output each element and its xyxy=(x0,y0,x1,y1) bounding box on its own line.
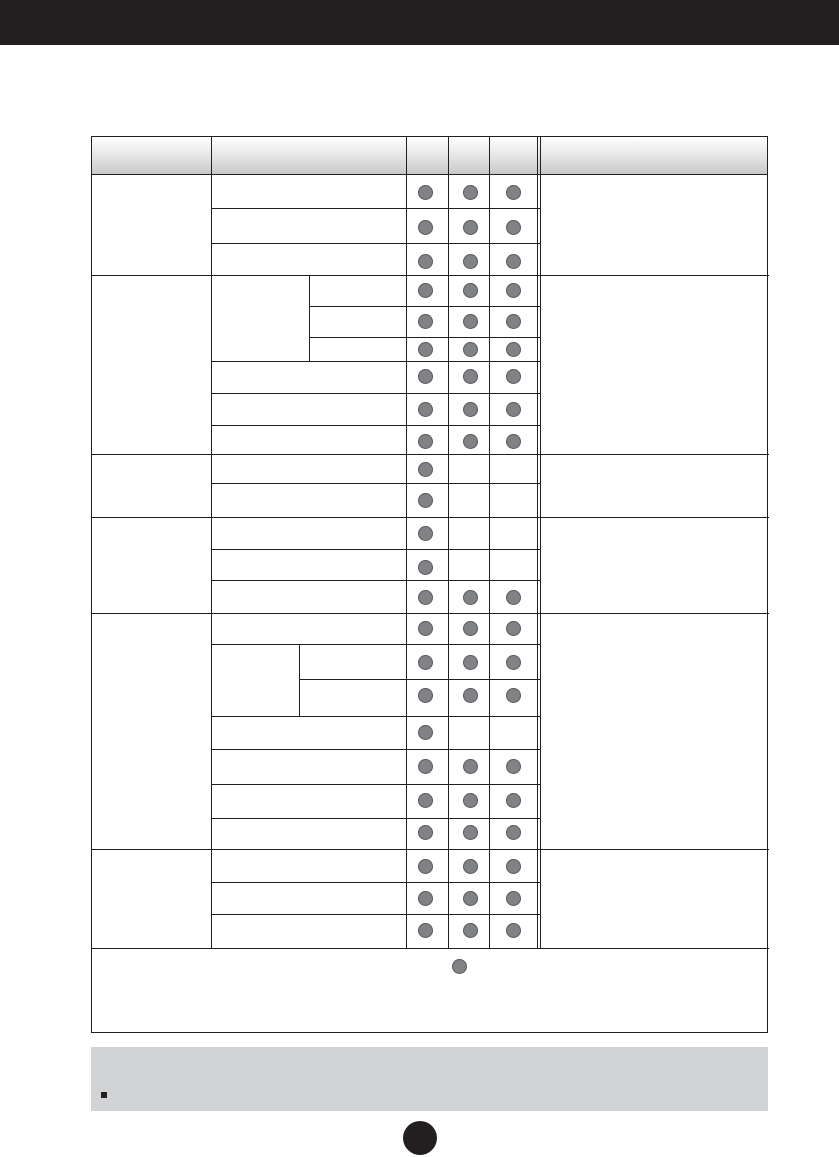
row-separator xyxy=(309,337,540,338)
row-separator xyxy=(211,483,540,484)
availability-dot xyxy=(418,220,433,235)
availability-dot xyxy=(463,825,478,840)
row-separator xyxy=(211,580,540,581)
availability-dot xyxy=(418,725,433,740)
availability-dot xyxy=(463,655,478,670)
availability-dot xyxy=(506,923,521,938)
availability-dot xyxy=(506,254,521,269)
row-separator xyxy=(211,208,540,209)
availability-dot xyxy=(463,283,478,298)
row-separator xyxy=(211,784,540,785)
availability-dot xyxy=(418,342,433,357)
col-divider-3 xyxy=(448,137,449,948)
availability-dot xyxy=(418,462,433,477)
availability-dot xyxy=(506,220,521,235)
group-separator-1 xyxy=(92,275,769,276)
availability-dot xyxy=(418,891,433,906)
availability-dot xyxy=(418,283,433,298)
availability-dot xyxy=(418,493,433,508)
availability-dot xyxy=(506,825,521,840)
row-separator xyxy=(211,549,540,550)
availability-dot xyxy=(418,759,433,774)
group-separator-4 xyxy=(92,613,769,614)
page-number-circle xyxy=(403,1121,437,1155)
availability-dot xyxy=(418,185,433,200)
availability-dot xyxy=(506,369,521,384)
menu-table xyxy=(91,136,768,1033)
table-header-row xyxy=(92,137,767,175)
availability-dot xyxy=(506,859,521,874)
row-separator xyxy=(211,716,540,717)
availability-dot xyxy=(506,283,521,298)
availability-dot xyxy=(418,688,433,703)
availability-dot xyxy=(418,825,433,840)
table-footer-separator xyxy=(92,948,769,949)
availability-dot xyxy=(506,402,521,417)
availability-dot xyxy=(418,560,433,575)
row-separator xyxy=(211,243,540,244)
row-separator xyxy=(211,644,540,645)
availability-dot xyxy=(463,891,478,906)
availability-dot xyxy=(506,621,521,636)
row-separator xyxy=(211,818,540,819)
availability-dot xyxy=(418,434,433,449)
availability-dot xyxy=(418,254,433,269)
availability-dot xyxy=(418,923,433,938)
legend-dot xyxy=(452,959,467,974)
col-divider-4 xyxy=(489,137,490,948)
availability-dot xyxy=(463,759,478,774)
row-separator xyxy=(299,679,540,680)
group-separator-2 xyxy=(92,454,769,455)
availability-dot xyxy=(463,369,478,384)
group-separator-5 xyxy=(92,849,769,850)
row-separator xyxy=(211,882,540,883)
row-separator xyxy=(211,425,540,426)
availability-dot xyxy=(506,688,521,703)
availability-dot xyxy=(506,759,521,774)
availability-dot xyxy=(506,185,521,200)
availability-dot xyxy=(463,859,478,874)
availability-dot xyxy=(418,793,433,808)
availability-dot xyxy=(506,590,521,605)
availability-dot xyxy=(463,185,478,200)
row-separator xyxy=(211,914,540,915)
note-bullet xyxy=(101,1092,107,1098)
availability-dot xyxy=(506,314,521,329)
availability-dot xyxy=(418,859,433,874)
header-bar xyxy=(0,0,839,45)
availability-dot xyxy=(463,621,478,636)
col-divider-5b xyxy=(540,137,541,948)
availability-dot xyxy=(463,923,478,938)
availability-dot xyxy=(463,402,478,417)
availability-dot xyxy=(418,621,433,636)
availability-dot xyxy=(506,655,521,670)
availability-dot xyxy=(463,254,478,269)
col-divider-1 xyxy=(211,137,212,948)
availability-dot xyxy=(463,434,478,449)
availability-dot xyxy=(463,688,478,703)
col-divider-5 xyxy=(537,137,538,948)
availability-dot xyxy=(418,369,433,384)
group-separator-3 xyxy=(92,517,769,518)
availability-dot xyxy=(418,655,433,670)
availability-dot xyxy=(506,434,521,449)
availability-dot xyxy=(506,793,521,808)
availability-dot xyxy=(418,526,433,541)
availability-dot xyxy=(463,793,478,808)
note-box xyxy=(91,1047,768,1111)
availability-dot xyxy=(418,314,433,329)
col-divider-2 xyxy=(406,137,407,948)
availability-dot xyxy=(506,342,521,357)
row-separator xyxy=(211,361,540,362)
availability-dot xyxy=(463,314,478,329)
row-separator xyxy=(211,393,540,394)
availability-dot xyxy=(506,891,521,906)
availability-dot xyxy=(463,590,478,605)
availability-dot xyxy=(418,402,433,417)
subgroup-divider-1 xyxy=(309,275,310,361)
row-separator xyxy=(309,306,540,307)
row-separator xyxy=(211,749,540,750)
subgroup-divider-2 xyxy=(299,644,300,716)
availability-dot xyxy=(463,220,478,235)
availability-dot xyxy=(463,342,478,357)
availability-dot xyxy=(418,590,433,605)
